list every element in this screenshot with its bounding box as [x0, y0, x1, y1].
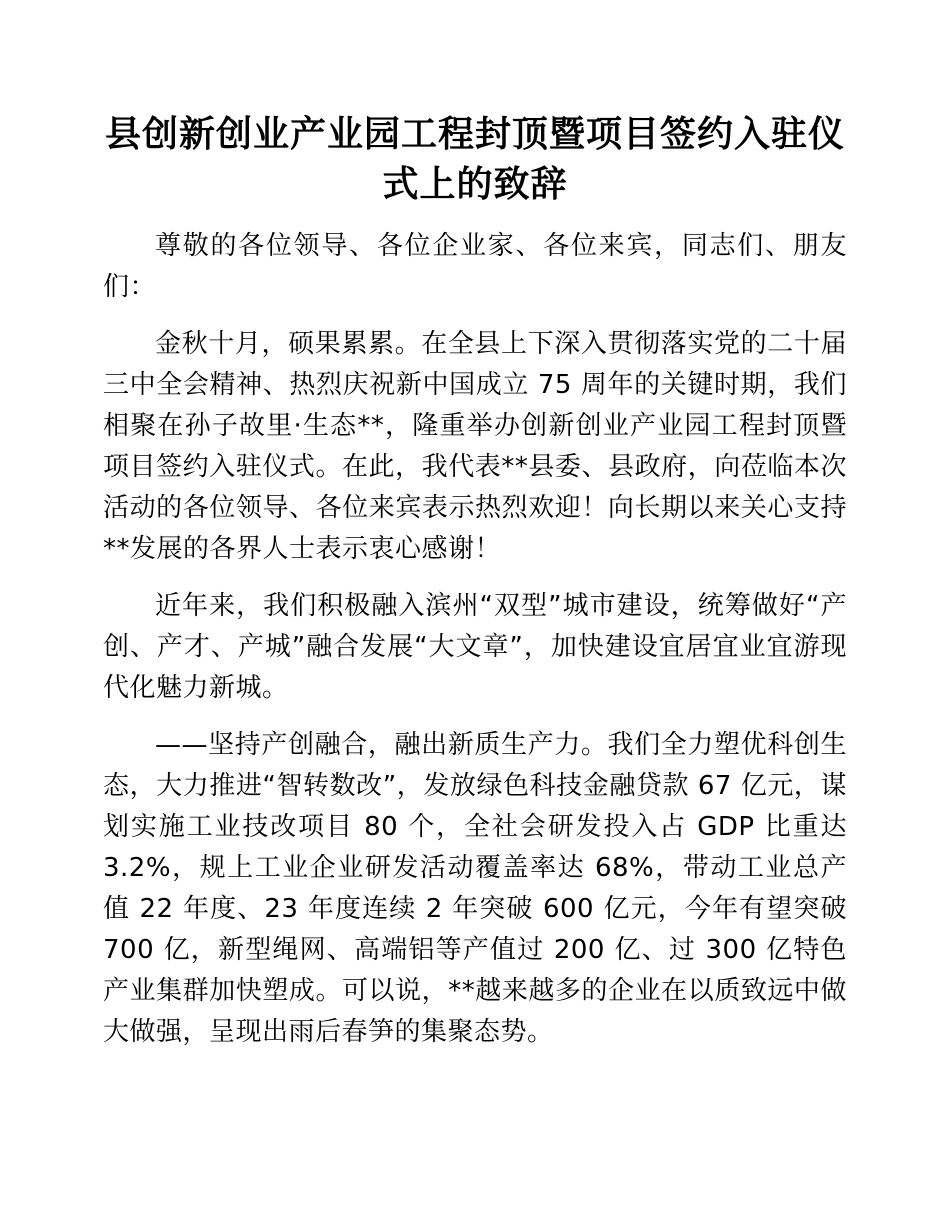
paragraph-salutation: 尊敬的各位领导、各位企业家、各位来宾，同志们、朋友们： [103, 231, 847, 302]
paragraph-opening: 金秋十月，硕果累累。在全县上下深入贯彻落实党的二十届三中全会精神、热烈庆祝新中国成立 75 周年的关键时期，我们相聚在孙子故里·生态**，隆重举办创新创业产业园工程封顶暨项目签约入驻仪式。在此，我代表**县委、县政府，向莅临本次活动的各位领导、各位来宾表示热烈欢迎！向长期以来关心支持**发展的各界人士表示衷心感谢！ [103, 329, 847, 564]
document-title: 县创新创业产业园工程封顶暨项目签约入驻仪式上的致辞 [104, 114, 845, 205]
paragraph-industry-innovation: ——坚持产创融合，融出新质生产力。我们全力塑优科创生态，大力推进“智转数改”，发放绿色科技金融贷款 67 亿元，谋划实施工业技改项目 80 个，全社会研发投入占 GDP 比重达 3.2%，规上工业企业研发活动覆盖率达 68%，带动工业总产值 22 年度、23 年度连续 2 年突破 600 亿元，今年有望突破 700 亿，新型绳网、高端铝等产值过 200 亿、过 300 亿特色产业集群加快塑成。可以说，**越来越多的企业在以质致远中做大做强，呈现出雨后春笋的集聚态势。 [103, 730, 847, 1047]
paragraph-city-development: 近年来，我们积极融入滨州“双型”城市建设，统筹做好“产创、产才、产城”融合发展“大文章”，加快建设宜居宜业宜游现代化魅力新城。 [103, 591, 847, 703]
